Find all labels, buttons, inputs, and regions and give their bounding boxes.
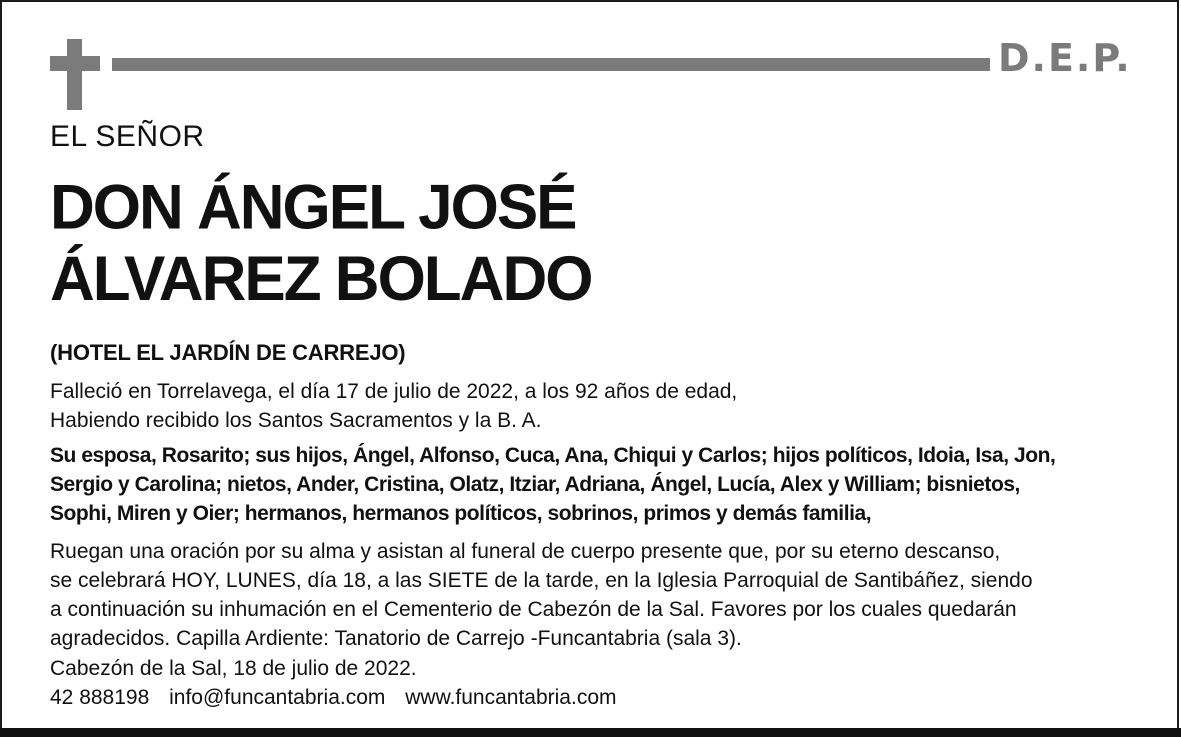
funeral-notice xyxy=(50,537,1033,653)
bottom-border xyxy=(0,728,1181,737)
cross-icon-bar xyxy=(50,56,100,71)
name-line-1: DON ÁNGEL JOSÉ xyxy=(50,172,576,243)
title-prefix: EL SEÑOR xyxy=(50,120,205,153)
deceased-name xyxy=(50,173,591,316)
funeral-line: se celebrará HOY, LUNES, día 18, a las SIETE de la tarde, en la Iglesia Parroquial de Santibáñez, siendo xyxy=(50,569,1033,592)
death-notice-line: Habiendo recibido los Santos Sacramentos y la B. A. xyxy=(50,409,542,432)
death-notice-line: Falleció en Torrelavega, el día 17 de julio de 2022, a los 92 años de edad, xyxy=(50,380,738,403)
family-list xyxy=(50,441,1055,528)
website-link[interactable]: www.funcantabria.com xyxy=(405,686,617,709)
family-line: Sergio y Carolina; nietos, Ander, Cristina, Olatz, Itziar, Adriana, Ángel, Lucía, Alex y William; bisnietos, xyxy=(50,473,1020,496)
death-notice xyxy=(50,377,737,435)
name-line-2: ÁLVAREZ BOLADO xyxy=(50,244,592,315)
contact-line xyxy=(50,683,631,712)
header-rule xyxy=(112,58,990,71)
phone-number: 42 888198 xyxy=(50,686,150,709)
footer xyxy=(50,654,631,712)
place-date: Cabezón de la Sal, 18 de julio de 2022. xyxy=(50,657,417,680)
funeral-line: a continuación su inhumación en el Cementerio de Cabezón de la Sal. Favores por los cuales quedarán xyxy=(50,598,1017,621)
family-line: Sophi, Miren y Oier; hermanos, hermanos políticos, sobrinos, primos y demás familia, xyxy=(50,502,872,525)
email-link[interactable]: info@funcantabria.com xyxy=(169,686,386,709)
subtitle: (HOTEL EL JARDÍN DE CARREJO) xyxy=(50,340,406,365)
funeral-line: agradecidos. Capilla Ardiente: Tanatorio de Carrejo -Funcantabria (sala 3). xyxy=(50,627,742,650)
family-line: Su esposa, Rosarito; sus hijos, Ángel, Alfonso, Cuca, Ana, Chiqui y Carlos; hijos políticos, Idoia, Isa, Jon, xyxy=(50,444,1056,467)
funeral-line: Ruegan una oración por su alma y asistan al funeral de cuerpo presente que, por su eterno descanso, xyxy=(50,540,1001,563)
dep-label: D.E.P. xyxy=(998,36,1132,80)
cross-icon xyxy=(67,39,82,110)
